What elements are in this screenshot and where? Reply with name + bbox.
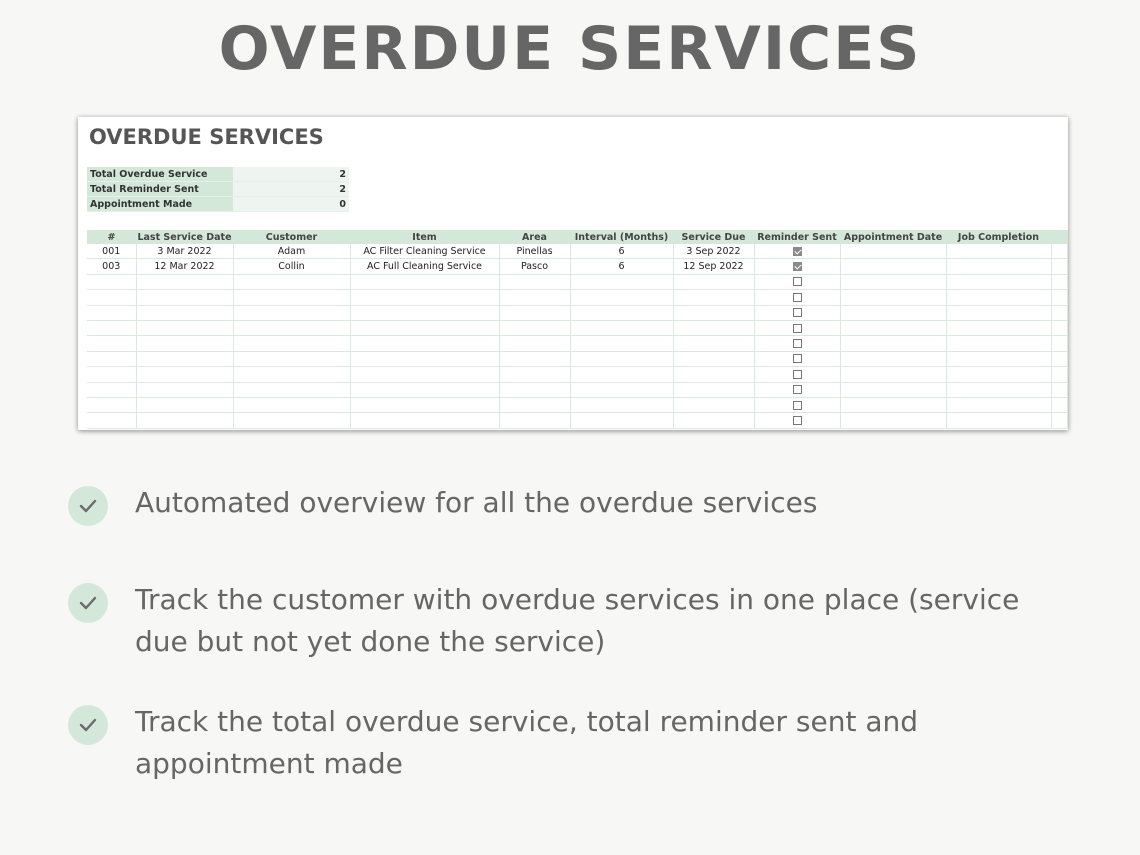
table-cell[interactable] (673, 320, 754, 335)
table-cell[interactable] (87, 351, 136, 366)
reminder-checkbox[interactable] (793, 308, 802, 317)
table-cell[interactable] (1051, 397, 1068, 412)
table-cell[interactable] (1051, 351, 1068, 366)
table-cell[interactable] (673, 367, 754, 382)
table-cell[interactable] (946, 367, 1051, 382)
table-cell[interactable] (840, 397, 946, 412)
table-cell[interactable] (673, 413, 754, 428)
table-cell[interactable] (87, 320, 136, 335)
table-cell[interactable] (840, 367, 946, 382)
table-cell[interactable] (350, 413, 499, 428)
table-cell[interactable] (840, 351, 946, 366)
table-cell[interactable] (233, 274, 350, 289)
table-row-empty (87, 290, 1068, 305)
check-icon (68, 486, 108, 526)
table-cell[interactable] (570, 336, 673, 351)
reminder-checkbox[interactable] (793, 293, 802, 302)
table-cell[interactable] (233, 397, 350, 412)
table-cell[interactable] (136, 290, 233, 305)
table-cell[interactable] (233, 336, 350, 351)
table-cell[interactable] (754, 413, 840, 428)
column-header-job-completion: Job Completion (946, 230, 1051, 244)
summary-label: Total Overdue Service (87, 167, 233, 182)
feature-text: Track the customer with overdue services in one place (service due but not yet done the service) (135, 583, 1020, 658)
table-cell[interactable] (1051, 336, 1068, 351)
table-cell[interactable] (87, 397, 136, 412)
table-cell[interactable] (754, 351, 840, 366)
cell-job-completion[interactable] (946, 259, 1051, 274)
table-cell[interactable] (946, 413, 1051, 428)
table-cell[interactable] (499, 274, 570, 289)
summary-value[interactable]: 2 (233, 182, 349, 197)
table-cell[interactable] (136, 382, 233, 397)
table-cell[interactable] (840, 413, 946, 428)
table-cell[interactable] (673, 274, 754, 289)
table-row-empty (87, 305, 1068, 320)
table-cell[interactable] (1051, 274, 1068, 289)
table-cell[interactable] (570, 413, 673, 428)
cell-reminder-sent[interactable] (754, 259, 840, 274)
reminder-checkbox[interactable] (793, 339, 802, 348)
cell-customer[interactable]: Collin (233, 259, 350, 274)
table-cell[interactable] (1051, 367, 1068, 382)
table-cell[interactable] (136, 305, 233, 320)
table-cell[interactable] (570, 382, 673, 397)
reminder-checkbox[interactable] (793, 262, 802, 271)
table-cell[interactable] (946, 397, 1051, 412)
table-cell[interactable] (499, 382, 570, 397)
table-row-empty (87, 351, 1068, 366)
cell-job-completion[interactable] (946, 244, 1051, 259)
column-header-last-service-date: Last Service Date (137, 231, 232, 243)
table-cell[interactable] (840, 382, 946, 397)
table-cell[interactable] (673, 290, 754, 305)
column-header-item: Item (350, 230, 499, 244)
table-cell[interactable] (673, 305, 754, 320)
spreadsheet-preview (78, 117, 1068, 430)
table-cell[interactable] (136, 397, 233, 412)
table-cell[interactable] (87, 305, 136, 320)
column-header-area: Area (499, 230, 570, 244)
column-header-appointment-date: Appointment Date (840, 230, 946, 244)
cell-appointment-date[interactable] (840, 259, 946, 274)
summary-row-total-overdue (87, 167, 349, 182)
table-cell[interactable] (87, 382, 136, 397)
summary-table (87, 167, 349, 212)
cell-extra[interactable] (1051, 259, 1068, 274)
table-cell[interactable] (350, 382, 499, 397)
reminder-checkbox[interactable] (793, 324, 802, 333)
table-cell[interactable] (1051, 382, 1068, 397)
cell-area[interactable]: Pasco (499, 259, 570, 274)
table-cell[interactable] (87, 413, 136, 428)
table-cell[interactable] (946, 305, 1051, 320)
table-cell[interactable] (350, 351, 499, 366)
reminder-checkbox[interactable] (793, 370, 802, 379)
table-cell[interactable] (136, 367, 233, 382)
cell-number[interactable]: 003 (87, 259, 136, 274)
table-row-empty (87, 397, 1068, 412)
table-row-empty (87, 274, 1068, 289)
cell-appointment-date[interactable] (840, 244, 946, 259)
table-cell[interactable] (350, 336, 499, 351)
table-cell[interactable] (1051, 290, 1068, 305)
cell-interval[interactable]: 6 (570, 244, 673, 259)
column-header-reminder-sent: Reminder Sent (754, 230, 840, 244)
table-cell[interactable] (87, 274, 136, 289)
table-cell[interactable] (1051, 413, 1068, 428)
table-cell[interactable] (499, 290, 570, 305)
table-cell[interactable] (233, 351, 350, 366)
table-cell[interactable] (570, 290, 673, 305)
table-cell[interactable] (946, 274, 1051, 289)
cell-last-service-date[interactable]: 12 Mar 2022 (136, 259, 233, 274)
column-header-service-due: Service Due (673, 230, 754, 244)
cell-service-due[interactable]: 12 Sep 2022 (673, 259, 754, 274)
column-header-number: # (87, 230, 136, 244)
table-cell[interactable] (1051, 305, 1068, 320)
table-cell[interactable] (673, 336, 754, 351)
column-header-interval: Interval (Months) (570, 230, 673, 244)
table-cell[interactable] (87, 290, 136, 305)
table-cell[interactable] (87, 336, 136, 351)
table-row-empty (87, 320, 1068, 335)
table-cell[interactable] (136, 413, 233, 428)
table-cell[interactable] (499, 305, 570, 320)
table-cell[interactable] (499, 397, 570, 412)
feature-text: Automated overview for all the overdue services (135, 486, 818, 519)
table-row-empty (87, 413, 1068, 428)
table-cell[interactable] (136, 336, 233, 351)
reminder-checkbox[interactable] (793, 401, 802, 410)
summary-label: Total Reminder Sent (87, 182, 233, 197)
table-cell[interactable] (350, 397, 499, 412)
table-cell[interactable] (754, 305, 840, 320)
cell-extra[interactable] (1051, 244, 1068, 259)
table-body (87, 244, 1068, 428)
cell-area[interactable]: Pinellas (499, 244, 570, 259)
table-cell[interactable] (840, 320, 946, 335)
table-cell[interactable] (570, 320, 673, 335)
table-cell[interactable] (840, 305, 946, 320)
check-icon (68, 705, 108, 745)
table-cell[interactable] (946, 382, 1051, 397)
cell-last-service-date[interactable]: 3 Mar 2022 (136, 244, 233, 259)
summary-label: Appointment Made (87, 197, 233, 212)
table-cell[interactable] (499, 351, 570, 366)
table-cell[interactable] (673, 382, 754, 397)
table-cell[interactable] (350, 290, 499, 305)
summary-value[interactable]: 0 (233, 197, 349, 212)
table-cell[interactable] (233, 320, 350, 335)
table-row-empty (87, 367, 1068, 382)
table-row (87, 259, 1068, 274)
summary-value[interactable]: 2 (233, 167, 349, 182)
table-cell[interactable] (350, 320, 499, 335)
check-icon (68, 583, 108, 623)
table-cell[interactable] (570, 397, 673, 412)
table-cell[interactable] (754, 382, 840, 397)
table-cell[interactable] (350, 367, 499, 382)
table-cell[interactable] (87, 367, 136, 382)
cell-interval[interactable]: 6 (570, 259, 673, 274)
table-row (87, 244, 1068, 259)
table-cell[interactable] (570, 305, 673, 320)
table-row-empty (87, 336, 1068, 351)
reminder-checkbox[interactable] (793, 416, 802, 425)
column-header-extra (1051, 230, 1068, 244)
table-cell[interactable] (350, 305, 499, 320)
table-cell[interactable] (754, 320, 840, 335)
table-cell[interactable] (754, 336, 840, 351)
reminder-checkbox[interactable] (793, 247, 802, 256)
table-cell[interactable] (673, 351, 754, 366)
table-cell[interactable] (136, 351, 233, 366)
reminder-checkbox[interactable] (793, 354, 802, 363)
cell-item[interactable]: AC Filter Cleaning Service (350, 244, 499, 259)
table-cell[interactable] (233, 305, 350, 320)
column-header-customer: Customer (233, 230, 350, 244)
table-cell[interactable] (233, 290, 350, 305)
cell-item[interactable]: AC Full Cleaning Service (350, 259, 499, 274)
reminder-checkbox[interactable] (793, 385, 802, 394)
table-cell[interactable] (233, 367, 350, 382)
overdue-services-table (87, 230, 1068, 429)
table-cell[interactable] (754, 274, 840, 289)
cell-service-due[interactable]: 3 Sep 2022 (673, 244, 754, 259)
table-cell[interactable] (570, 274, 673, 289)
summary-row-reminder-sent (87, 182, 349, 197)
table-cell[interactable] (946, 290, 1051, 305)
table-cell[interactable] (233, 382, 350, 397)
cell-customer[interactable]: Adam (233, 244, 350, 259)
sheet-title: OVERDUE SERVICES (89, 125, 324, 149)
table-cell[interactable] (754, 290, 840, 305)
table-cell[interactable] (840, 336, 946, 351)
cell-reminder-sent[interactable] (754, 244, 840, 259)
cell-number[interactable]: 001 (87, 244, 136, 259)
table-cell[interactable] (754, 367, 840, 382)
table-cell[interactable] (840, 274, 946, 289)
table-cell[interactable] (350, 274, 499, 289)
summary-row-appointment-made (87, 197, 349, 212)
table-cell[interactable] (946, 351, 1051, 366)
table-cell[interactable] (136, 320, 233, 335)
table-cell[interactable] (673, 397, 754, 412)
table-cell[interactable] (570, 367, 673, 382)
reminder-checkbox[interactable] (793, 277, 802, 286)
page-title: OVERDUE SERVICES (218, 14, 922, 84)
table-cell[interactable] (233, 413, 350, 428)
table-cell[interactable] (499, 367, 570, 382)
table-cell[interactable] (754, 397, 840, 412)
table-cell[interactable] (499, 320, 570, 335)
table-cell[interactable] (499, 413, 570, 428)
table-cell[interactable] (840, 290, 946, 305)
table-header-row (87, 230, 1068, 244)
table-row-empty (87, 382, 1068, 397)
feature-text: Track the total overdue service, total reminder sent and appointment made (135, 705, 919, 780)
table-cell[interactable] (946, 336, 1051, 351)
table-cell[interactable] (1051, 320, 1068, 335)
table-cell[interactable] (499, 336, 570, 351)
table-cell[interactable] (946, 320, 1051, 335)
table-cell[interactable] (570, 351, 673, 366)
table-cell[interactable] (136, 274, 233, 289)
